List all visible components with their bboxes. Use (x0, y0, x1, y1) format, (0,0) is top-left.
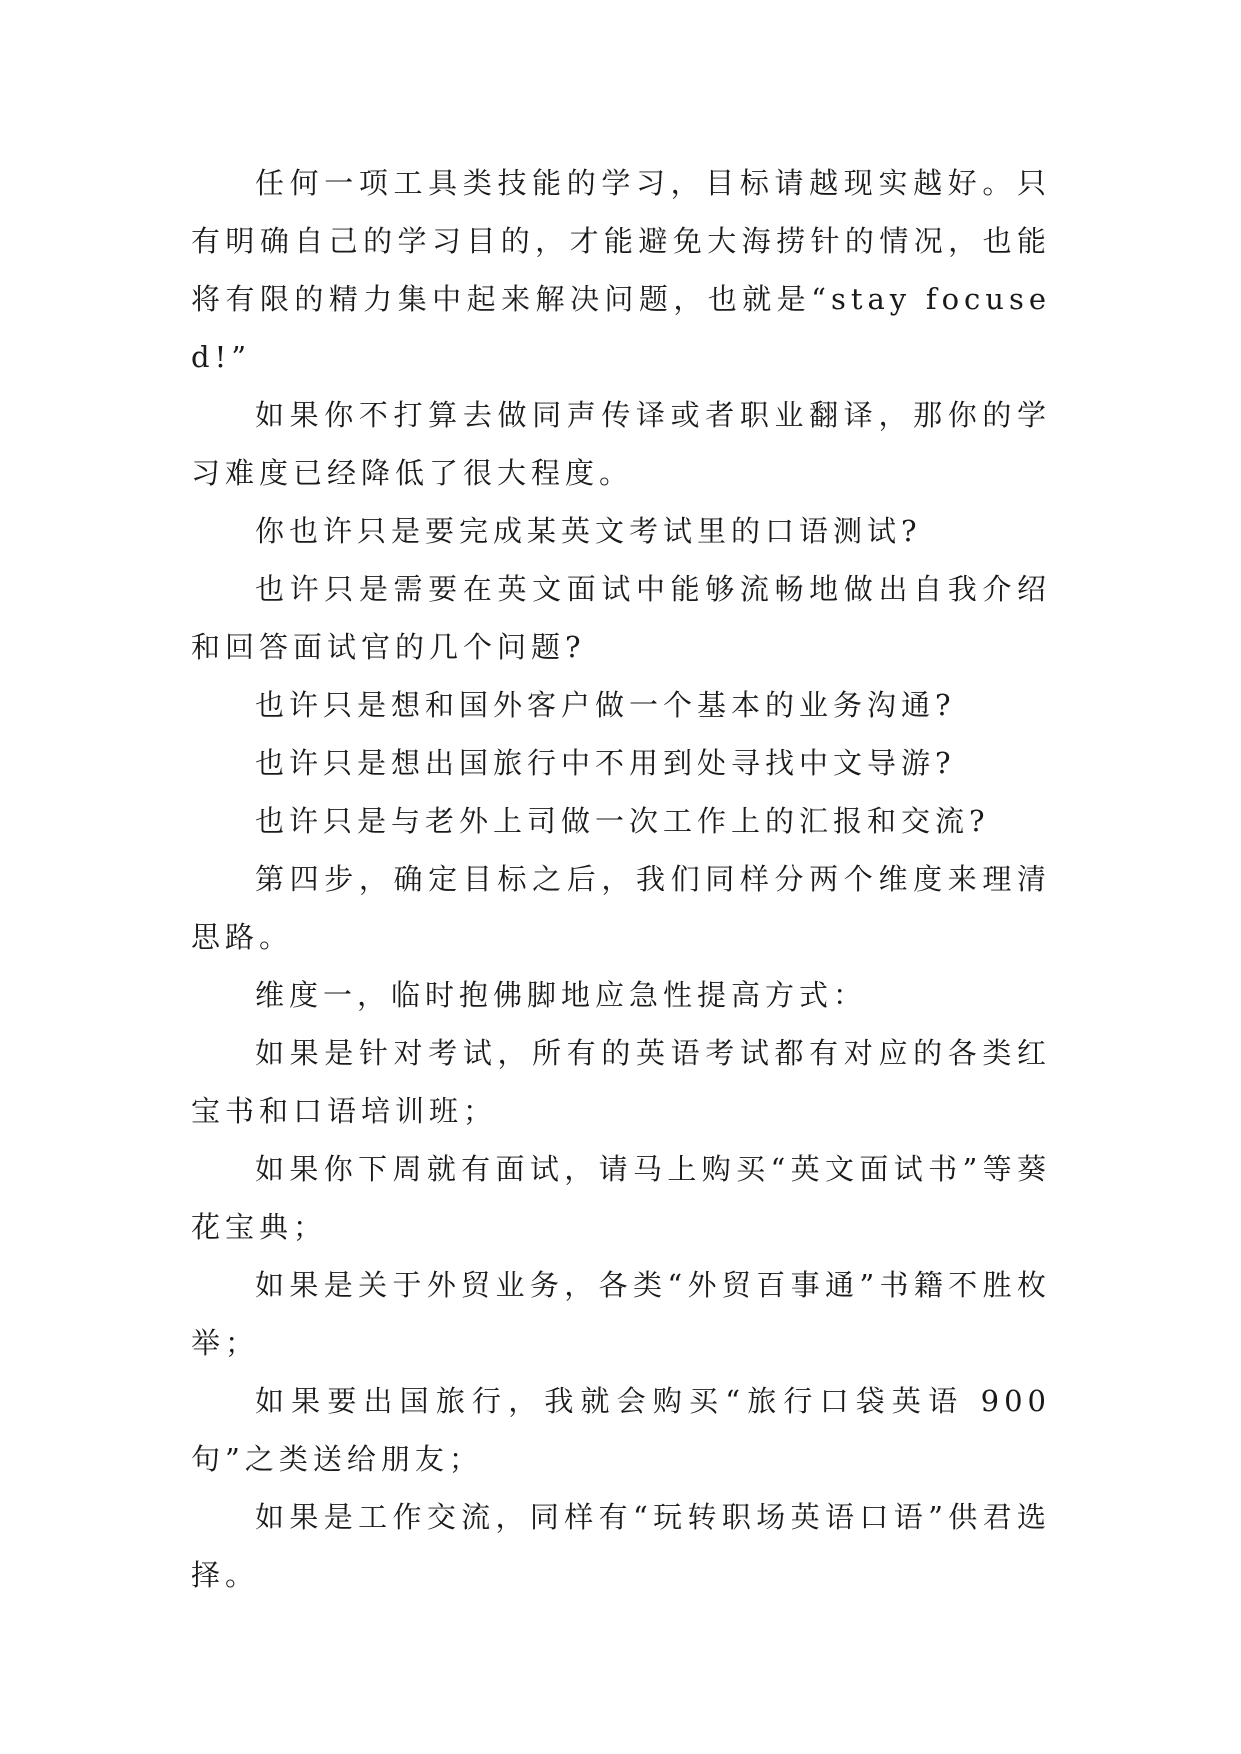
paragraph-step-four: 第四步，确定目标之后，我们同样分两个维度来理清思路。 (191, 862, 1051, 954)
paragraph-business-communication: 也许只是想和国外客户做一个基本的业务沟通? (255, 688, 956, 722)
paragraph-travel-books: 如果要出国旅行，我就会购买“旅行口袋英语 900 句”之类送给朋友； (191, 1384, 1051, 1476)
paragraph-difficulty-lowered: 如果你不打算去做同声传译或者职业翻译，那你的学习难度已经降低了很大程度。 (191, 398, 1051, 490)
paragraph-goal-realistic: 任何一项工具类技能的学习，目标请越现实越好。只有明确自己的学习目的，才能避免大海捞针的情况，也能将有限的精力集中起来解决问题，也就是“stay focused!” (191, 166, 1051, 374)
paragraph-report-to-boss: 也许只是与老外上司做一次工作上的汇报和交流? (255, 804, 990, 838)
paragraph-interview-books: 如果你下周就有面试，请马上购买“英文面试书”等葵花宝典； (191, 1152, 1051, 1244)
paragraph-exam-books: 如果是针对考试，所有的英语考试都有对应的各类红宝书和口语培训班； (191, 1036, 1051, 1128)
paragraph-travel: 也许只是想出国旅行中不用到处寻找中文导游? (255, 746, 956, 780)
paragraph-oral-test: 你也许只是要完成某英文考试里的口语测试? (255, 514, 922, 548)
paragraph-interview: 也许只是需要在英文面试中能够流畅地做出自我介绍和回答面试官的几个问题? (191, 572, 1051, 664)
paragraph-workplace-books: 如果是工作交流，同样有“玩转职场英语口语”供君选择。 (191, 1500, 1051, 1592)
paragraph-dimension-one: 维度一，临时抱佛脚地应急性提高方式： (255, 978, 868, 1012)
paragraph-trade-books: 如果是关于外贸业务，各类“外贸百事通”书籍不胜枚举； (191, 1268, 1051, 1360)
document-body (191, 154, 1051, 1604)
